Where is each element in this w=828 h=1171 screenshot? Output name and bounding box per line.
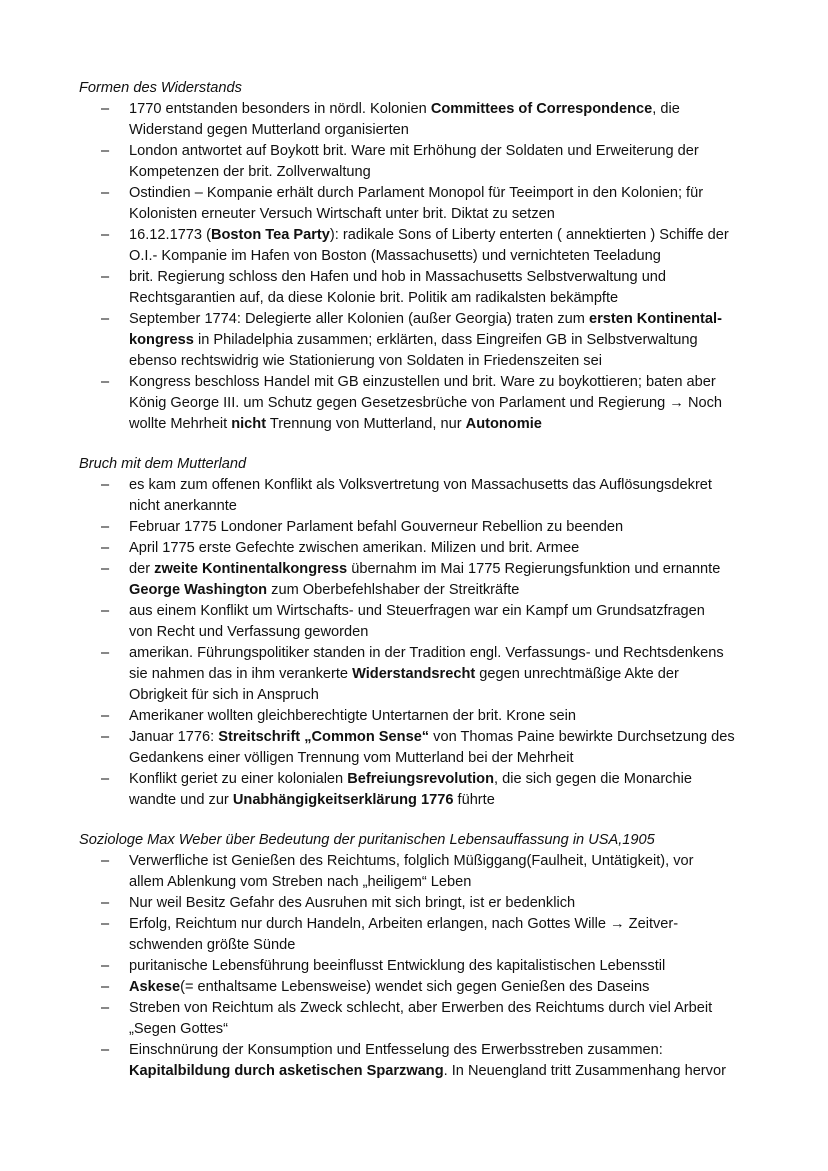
- list-item: [79, 99, 759, 141]
- text-segment: London antwortet auf Boykott brit. Ware mit Erhöhung der Soldaten und Erweiterung der: [129, 143, 699, 159]
- bold-text: Widerstandsrecht: [352, 666, 476, 682]
- list-item: [79, 977, 759, 998]
- text-segment: zum Oberbefehlshaber der Streitkräfte: [267, 582, 520, 598]
- list-item: [79, 559, 759, 601]
- text-segment: Nur weil Besitz Gefahr des Ausruhen mit sich bringt, ist er bedenklich: [129, 895, 576, 911]
- text-segment: wandte und zur: [129, 792, 233, 808]
- list-item: [79, 1040, 759, 1082]
- section-heading: Formen des Widerstands: [79, 80, 242, 96]
- text-segment: ): radikale Sons of Liberty enterten ( annektierten ) Schiffe der: [329, 227, 729, 243]
- text-segment: Konflikt geriet zu einer kolonialen: [129, 771, 348, 787]
- bullet-dash: –: [101, 708, 110, 724]
- text-line: [129, 580, 759, 601]
- text-segment: in Philadelphia zusammen; erklärten, dass Eingreifen GB in Selbstverwaltung: [193, 332, 698, 348]
- text-line: [129, 998, 759, 1019]
- bullet-dash: –: [101, 916, 110, 932]
- bullet-dash: –: [101, 645, 110, 661]
- text-line: [129, 538, 759, 559]
- text-segment: 16.12.1773 (: [129, 227, 211, 243]
- text-line: [129, 517, 759, 538]
- text-line: [129, 99, 759, 120]
- text-segment: von Thomas Paine bewirkte Durchsetzung des: [429, 729, 735, 745]
- list-item: [79, 893, 759, 914]
- text-segment: . In Neuengland tritt Zusammenhang hervor: [443, 1063, 726, 1079]
- text-line: [129, 956, 759, 977]
- text-line: [129, 872, 759, 893]
- list-item: [79, 183, 759, 225]
- bullet-dash: –: [101, 895, 110, 911]
- list-item: [79, 141, 759, 183]
- list-item: [79, 309, 759, 372]
- text-segment: Gedankens einer völligen Trennung vom Mutterland bei der Mehrheit: [129, 750, 574, 766]
- list-item: [79, 601, 759, 643]
- list-item: [79, 914, 759, 956]
- bullet-dash: –: [101, 311, 110, 327]
- text-segment: Verwerfliche ist Genießen des Reichtums, folglich Müßiggang(Faulheit, Untätigkeit), vor: [129, 853, 694, 869]
- text-segment: allem Ablenkung vom Streben nach „heiligem“ Leben: [129, 874, 472, 890]
- text-line: [129, 330, 759, 351]
- list-item: [79, 372, 759, 435]
- list-item: [79, 769, 759, 811]
- bold-text: Befreiungsrevolution: [347, 771, 494, 787]
- bold-text: Unabhängigkeitserklärung 1776: [232, 792, 454, 808]
- text-segment: „Segen Gottes“: [129, 1021, 228, 1037]
- text-segment: Kompetenzen der brit. Zollverwaltung: [129, 164, 371, 180]
- bullet-list: [79, 851, 759, 1082]
- text-segment: es kam zum offenen Konflikt als Volksvertretung von Massachusetts das Auflösungsdekret: [129, 477, 712, 493]
- bullet-dash: –: [101, 101, 110, 117]
- text-line: [129, 288, 759, 309]
- text-segment: gegen unrechtmäßige Akte der: [475, 666, 679, 682]
- text-segment: sie nahmen das in ihm verankerte: [129, 666, 353, 682]
- text-line: [129, 727, 759, 748]
- bold-text: nicht: [231, 416, 267, 432]
- text-line: [129, 267, 759, 288]
- section-bruch-mit-dem-mutterland: [79, 454, 759, 811]
- list-item: [79, 475, 759, 517]
- bullet-dash: –: [101, 540, 110, 556]
- text-line: [129, 769, 759, 790]
- list-item: [79, 225, 759, 267]
- bullet-dash: –: [101, 1042, 110, 1058]
- bullet-dash: –: [101, 729, 110, 745]
- bullet-dash: –: [101, 979, 110, 995]
- text-segment: April 1775 erste Gefechte zwischen amerikan. Milizen und brit. Armee: [129, 540, 580, 556]
- text-segment: nicht anerkannte: [129, 498, 237, 514]
- section-formen-des-widerstands: [79, 78, 759, 435]
- text-line: [129, 601, 759, 622]
- list-item: [79, 706, 759, 727]
- text-segment: , die sich gegen die Monarchie: [494, 771, 692, 787]
- text-line: [129, 414, 759, 435]
- text-line: [129, 685, 759, 706]
- text-line: [129, 162, 759, 183]
- text-line: [129, 748, 759, 769]
- bold-text: Autonomie: [465, 416, 542, 432]
- text-segment: O.I.- Kompanie im Hafen von Boston (Massachusetts) und vernichteten Teeladung: [129, 248, 661, 264]
- bullet-dash: –: [101, 561, 110, 577]
- text-line: [129, 622, 759, 643]
- text-segment: puritanische Lebensführung beeinflusst Entwicklung des kapitalistischen Lebensstil: [129, 958, 666, 974]
- text-segment: Trennung von Mutterland, nur: [266, 416, 466, 432]
- section-heading: Soziologe Max Weber über Bedeutung der puritanischen Lebensauffassung in USA,1905: [79, 832, 655, 848]
- bullet-dash: –: [101, 227, 110, 243]
- bullet-dash: –: [101, 143, 110, 159]
- bullet-dash: –: [101, 374, 110, 390]
- text-segment: der: [129, 561, 155, 577]
- text-segment: 1770 entstanden besonders in nördl. Kolonien: [129, 101, 431, 117]
- bold-text: Committees of Correspondence: [430, 101, 653, 117]
- bullet-dash: –: [101, 477, 110, 493]
- text-line: [129, 977, 759, 998]
- bold-text: zweite Kontinentalkongress: [154, 561, 348, 577]
- text-segment: Rechtsgarantien auf, da diese Kolonie brit. Politik am radikalsten bekämpfte: [129, 290, 619, 306]
- text-line: [129, 141, 759, 162]
- text-segment: führte: [453, 792, 495, 808]
- text-line: [129, 309, 759, 330]
- text-segment: Januar 1776:: [129, 729, 219, 745]
- text-segment: Widerstand gegen Mutterland organisierten: [129, 122, 409, 138]
- text-line: [129, 351, 759, 372]
- text-segment: übernahm im Mai 1775 Regierungsfunktion und ernannte: [347, 561, 721, 577]
- text-segment: von Recht und Verfassung geworden: [129, 624, 369, 640]
- text-segment: schwenden größte Sünde: [129, 937, 296, 953]
- bold-text: George Washington: [129, 582, 268, 598]
- bold-text: Kapitalbildung durch asketischen Sparzwang: [129, 1063, 444, 1079]
- list-item: [79, 727, 759, 769]
- text-segment: (= enthaltsame Lebensweise) wendet sich gegen Genießen des Daseins: [180, 979, 650, 995]
- text-segment: Ostindien – Kompanie erhält durch Parlament Monopol für Teeimport in den Kolonien; für: [129, 185, 704, 201]
- text-line: [129, 496, 759, 517]
- text-line: [129, 372, 759, 393]
- text-segment: Amerikaner wollten gleichberechtigte Untertarnen der brit. Krone sein: [129, 708, 576, 724]
- section-max-weber: [79, 830, 759, 1082]
- text-line: [129, 643, 759, 664]
- text-segment: Obrigkeit für sich in Anspruch: [129, 687, 319, 703]
- text-line: [129, 706, 759, 727]
- text-segment: wollte Mehrheit: [129, 416, 232, 432]
- text-segment: Kolonisten erneuter Versuch Wirtschaft unter brit. Diktat zu setzen: [129, 206, 555, 222]
- text-line: [129, 1040, 759, 1061]
- text-segment: amerikan. Führungspolitiker standen in der Tradition engl. Verfassungs- und Rechtsdenkens: [129, 645, 724, 661]
- text-line: [129, 790, 759, 811]
- list-item: [79, 517, 759, 538]
- text-line: [129, 851, 759, 872]
- text-line: [129, 559, 759, 580]
- text-line: [129, 225, 759, 246]
- text-segment: , die: [652, 101, 680, 117]
- text-segment: aus einem Konflikt um Wirtschafts- und Steuerfragen war ein Kampf um Grundsatzfragen: [129, 603, 705, 619]
- text-segment: Erfolg, Reichtum nur durch Handeln, Arbeiten erlangen, nach Gottes Wille → Zeitver-: [129, 916, 679, 932]
- bullet-dash: –: [101, 1000, 110, 1016]
- text-line: [129, 183, 759, 204]
- bold-text: Streitschrift „Common Sense“: [218, 729, 430, 745]
- bullet-dash: –: [101, 603, 110, 619]
- section-heading: Bruch mit dem Mutterland: [79, 456, 247, 472]
- text-segment: Streben von Reichtum als Zweck schlecht, aber Erwerben des Reichtums durch viel Arbeit: [129, 1000, 713, 1016]
- list-item: [79, 538, 759, 559]
- text-line: [129, 1061, 759, 1082]
- text-segment: brit. Regierung schloss den Hafen und hob in Massachusetts Selbstverwaltung und: [129, 269, 667, 285]
- text-line: [129, 120, 759, 141]
- list-item: [79, 956, 759, 977]
- text-segment: Einschnürung der Konsumption und Entfesselung des Erwerbsstreben zusammen:: [129, 1042, 663, 1058]
- bullet-dash: –: [101, 269, 110, 285]
- text-line: [129, 914, 759, 935]
- text-line: [129, 935, 759, 956]
- bullet-dash: –: [101, 771, 110, 787]
- list-item: [79, 851, 759, 893]
- bullet-dash: –: [101, 958, 110, 974]
- bullet-list: [79, 99, 759, 435]
- bold-text: Askese: [129, 979, 181, 995]
- list-item: [79, 998, 759, 1040]
- text-line: [129, 246, 759, 267]
- bold-text: ersten Kontinental-: [588, 311, 722, 327]
- bullet-dash: –: [101, 519, 110, 535]
- bold-text: kongress: [129, 332, 194, 348]
- bullet-list: [79, 475, 759, 811]
- bold-text: Boston Tea Party: [210, 227, 330, 243]
- text-line: [129, 204, 759, 225]
- text-line: [129, 664, 759, 685]
- text-segment: September 1774: Delegierte aller Kolonien (außer Georgia) traten zum: [129, 311, 589, 327]
- text-segment: ebenso rechtswidrig wie Stationierung von Soldaten in Friedenszeiten sei: [129, 353, 602, 369]
- text-line: [129, 393, 759, 414]
- text-line: [129, 475, 759, 496]
- list-item: [79, 267, 759, 309]
- bullet-dash: –: [101, 853, 110, 869]
- text-segment: König George III. um Schutz gegen Gesetzesbrüche von Parlament und Regierung → Noch: [129, 395, 723, 411]
- list-item: [79, 643, 759, 706]
- text-segment: Kongress beschloss Handel mit GB einzustellen und brit. Ware zu boykottieren; baten aber: [129, 374, 716, 390]
- bullet-dash: –: [101, 185, 110, 201]
- text-segment: Februar 1775 Londoner Parlament befahl Gouverneur Rebellion zu beenden: [129, 519, 624, 535]
- text-line: [129, 893, 759, 914]
- text-line: [129, 1019, 759, 1040]
